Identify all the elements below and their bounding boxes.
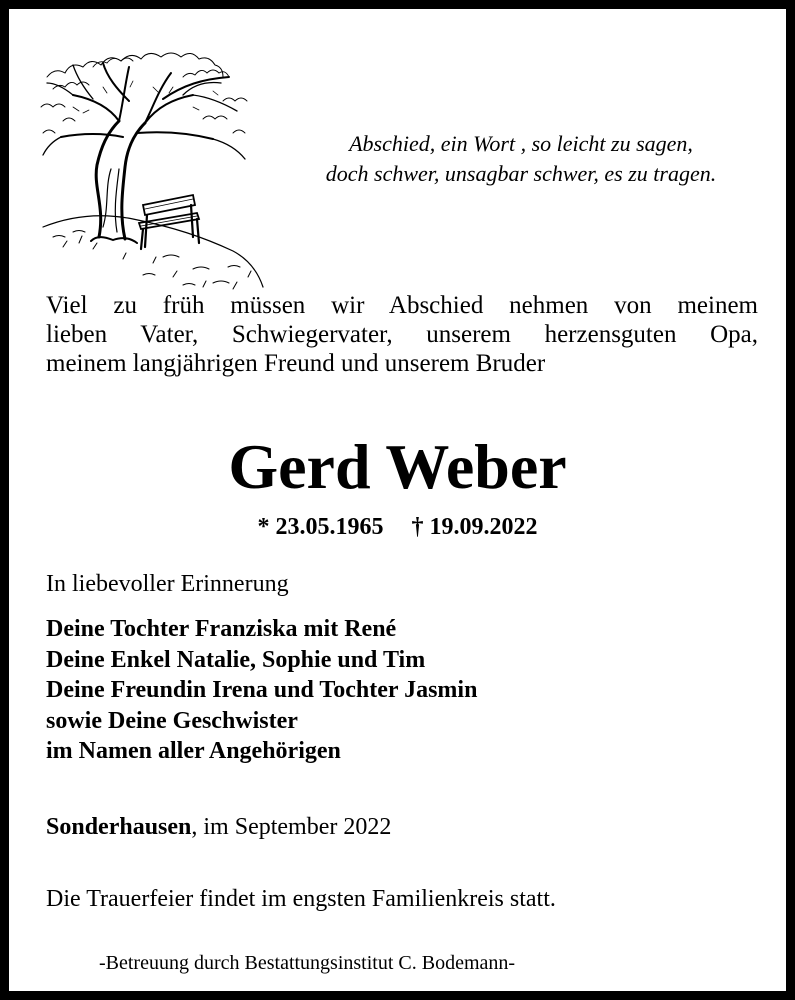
place-date: , im September 2022 [191, 814, 392, 840]
verse-line-1: Abschied, ein Wort , so leicht zu sagen, [349, 131, 693, 156]
tree-bench-icon [33, 37, 269, 299]
memory-text: In liebevoller Erinnerung [46, 571, 289, 597]
mourner-line: Deine Freundin Irena und Tochter Jasmin [46, 677, 478, 703]
birth-date: * 23.05.1965 [257, 514, 384, 540]
intro-line-1: Viel zu früh müssen wir Abschied nehmen von meinem [46, 292, 758, 319]
verse-line-2: doch schwer, unsagbar schwer, es zu tragen. [325, 161, 717, 186]
life-dates [9, 512, 786, 542]
mourner-line: Deine Enkel Natalie, Sophie und Tim [46, 646, 426, 673]
intro-line-2: lieben Vater, Schwiegervater, unserem herzensguten Opa, [46, 321, 758, 348]
deceased-name: Gerd Weber [228, 431, 567, 502]
funeral-note: Die Trauerfeier findet im engsten Familienkreis statt. [46, 886, 556, 912]
mourner-line: im Namen aller Angehörigen [46, 738, 341, 764]
place-date-line [46, 812, 391, 842]
intro-line-3: meinem langjährigen Freund und unserem Bruder [46, 350, 546, 377]
place-city: Sonderhausen [46, 814, 192, 840]
mourner-line: sowie Deine Geschwister [46, 707, 298, 734]
death-date: † 19.09.2022 [411, 514, 538, 540]
intro-paragraph [46, 291, 758, 378]
farewell-verse [271, 129, 771, 189]
mourners-list [46, 614, 477, 767]
undertaker-note: -Betreuung durch Bestattungsinstitut C. Bodemann- [99, 952, 516, 974]
mourner-line: Deine Tochter Franziska mit René [46, 616, 397, 642]
